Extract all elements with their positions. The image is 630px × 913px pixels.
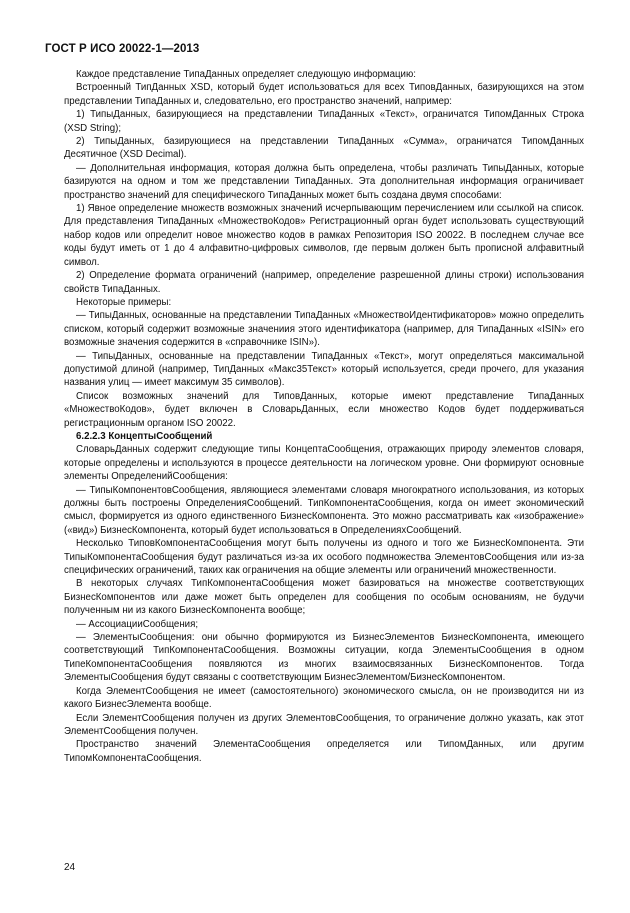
paragraph: — ТипыДанных, основанные на представлении ТипаДанных «МножествоИдентификаторов» можно определить списком, который содержит возможные значениия этого идентификатора (например, для ТипаДанных «ISIN» его возможные значения содержится в «справочнике ISIN»).	[64, 310, 584, 349]
paragraph: 2) ТипыДанных, базирующиеся на представлении ТипаДанных «Сумма», ограничатся ТипомДанных Десятичное (XSD Decimal).	[64, 136, 584, 161]
paragraph: Список возможных значений для ТиповДанных, которые имеют представление ТипаДанных «МножествоКодов», будет включен в СловарьДанных, если множество Кодов будет поддерживаться регистрационным органом ISO 20022.	[64, 390, 584, 429]
paragraph: СловарьДанных содержит следующие типы КонцептаСообщения, отражающих природу элементов словаря, которые определены и используются в процессе деятельности на логическом уровне. Они формируют основные элементы ОпределенийСообщения:	[64, 444, 584, 483]
document-header: ГОСТ Р ИСО 20022-1—2013	[45, 43, 200, 55]
paragraph: Некоторые примеры:	[76, 296, 172, 308]
paragraph: 2) Определение формата ограничений (например, определение разрешенной длины строки) использования свойств ТипаДанных.	[64, 270, 584, 295]
paragraph: Встроенный ТипДанных XSD, который будет использоваться для всех ТиповДанных, базирующихся на этом представлении ТипаДанных и, следовательно, его пространство значений, например:	[64, 82, 584, 107]
paragraph: — ТипыДанных, основанные на представлении ТипаДанных «Текст», могут определяться максимальной допустимой длиной (например, ТипДанных «Макс35Текст» который используется, среди прочего, для указания названия улиц — имеет максимум 35 символов).	[64, 350, 584, 389]
document-body	[64, 68, 584, 765]
paragraph: — ЭлементыСообщения: они обычно формируются из БизнесЭлементов БизнесКомпонента, имеющего соответствующий ТипКомпонентаСообщения. Возможны ситуации, когда ЭлементыСообщения в одном ТипеКомпонентаСообщения появляются из многих взаимосвязанных БизнесКомпонентов. Тогда ЭлементыСообщения будут связаны с соответствующим БизнесЭлементом/БизнесКомпонентом.	[64, 632, 584, 684]
paragraph: 1) Явное определение множеств возможных значений исчерпывающим перечислением или ссылкой на список. Для представления ТипаДанных «МножествоКодов» Регистрационный орган будет использовать существующий набор кодов или определит новое множество кодов в рамках Репозитория ISO 20022. В последнем случае все коды будут иметь от 1 до 4 алфавитно-цифровых символов, где первым должен быть прописной алфавитный символ.	[64, 203, 584, 268]
paragraph: Если ЭлементСообщения получен из других ЭлементовСообщения, то ограничение должно указать, как этот ЭлементСообщения получен.	[64, 712, 584, 737]
paragraph: Когда ЭлементСообщения не имеет (самостоятельного) экономического смысла, он не производится ни из какого БизнесЭлемента вообще.	[64, 685, 584, 711]
paragraph: Каждое представление ТипаДанных определяет следующую информацию:	[76, 69, 416, 80]
section-heading: 6.2.2.3 КонцептыСообщений	[76, 430, 213, 442]
paragraph: Несколько ТиповКомпонентаСообщения могут быть получены из одного и того же БизнесКомпонента. Эти ТипыКомпонентаСообщения будут различаться из-за их особого подмножества ЭлементовСообщения или из-за специфических ограничений, таких как ограничения на общие элементы или ограничений множественности.	[64, 538, 584, 577]
paragraph: — ТипыКомпонентовСообщения, являющиеся элементами словаря многократного использования, из которых должны быть построены ОпределенияСообщений. ТипКомпонентаСообщения, когда он имеет экономический смысл, формируется из одного единственного БизнесКомпонента. Это можно рассматривать как «изображение» («вид») БизнесКомпонента, который будет использоваться в ОпределенияхСообщений.	[64, 484, 584, 536]
paragraph: В некоторых случаях ТипКомпонентаСообщения может базироваться на множестве соответствующих БизнесКомпонентов или даже может быть определен для сообщения по особым основаниям, не будучи полученным ни из какого БизнесКомпонента вообще;	[64, 578, 584, 617]
paragraph: Пространство значений ЭлементаСообщения определяется или ТипомДанных, или другим ТипомКомпонентаСообщения.	[64, 739, 584, 764]
paragraph: 1) ТипыДанных, базирующиеся на представлении ТипаДанных «Текст», ограничатся ТипомДанных Строка (XSD String);	[64, 109, 584, 134]
page-number: 24	[64, 862, 76, 873]
paragraph: — АссоциацииСообщения;	[76, 618, 199, 630]
paragraph: — Дополнительная информация, которая должна быть определена, чтобы различать ТипыДанных, которые базируются на одном и том же представлении ТипаДанных. Эта дополнительная информация ограничивает пространство значений для специфического ТипаДанных может быть создана двумя способами:	[64, 162, 584, 201]
